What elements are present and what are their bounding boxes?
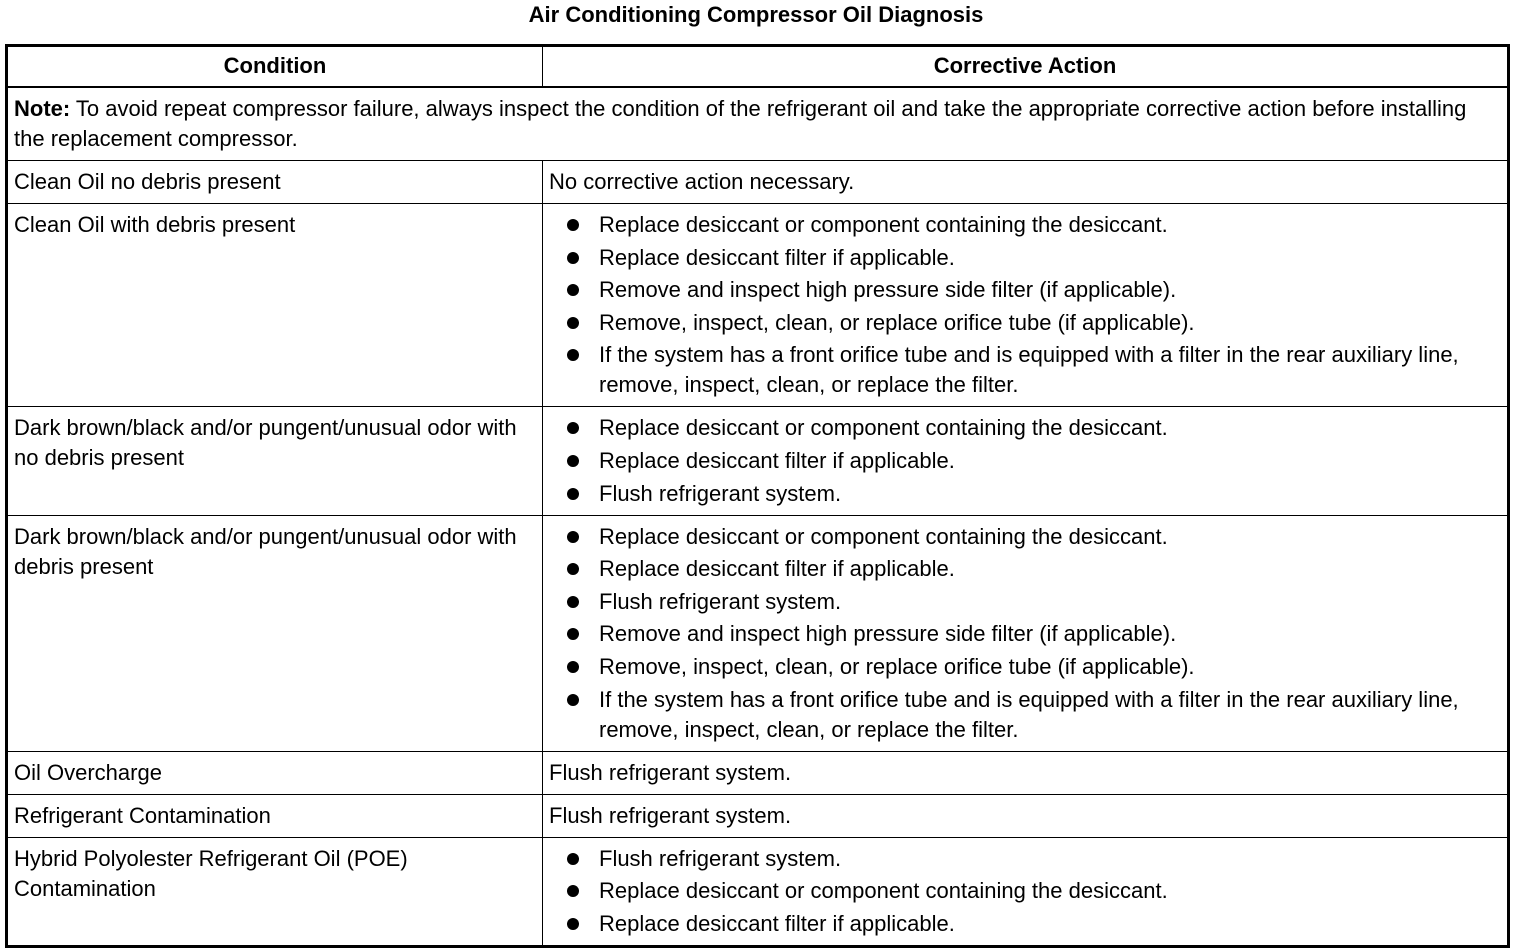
action-text: If the system has a front orifice tube and is equipped with a filter in the rear auxiliary line, remove, inspect, clean, or replace the filter.	[599, 342, 1459, 398]
list-item	[549, 210, 1501, 240]
action-cell: Flush refrigerant system.	[543, 794, 1509, 837]
action-text: Replace desiccant filter if applicable.	[599, 910, 955, 936]
action-list	[549, 522, 1501, 745]
action-text: Remove, inspect, clean, or replace orifice tube (if applicable).	[599, 653, 1195, 679]
list-item	[549, 340, 1501, 400]
note-cell	[7, 87, 1509, 161]
action-text: If the system has a front orifice tube and is equipped with a filter in the rear auxiliary line, remove, inspect, clean, or replace the filter.	[599, 686, 1459, 742]
action-text: Remove and inspect high pressure side filter (if applicable).	[599, 621, 1177, 647]
bullet-icon	[567, 694, 579, 706]
action-text: Replace desiccant or component containing the desiccant.	[599, 878, 1168, 904]
note-label: Note:	[14, 96, 71, 121]
action-cell	[543, 407, 1509, 515]
list-item	[549, 308, 1501, 338]
header-corrective-action: Corrective Action	[543, 46, 1509, 88]
action-text: Replace desiccant or component containing the desiccant.	[599, 212, 1168, 237]
header-row	[7, 46, 1509, 88]
action-text: Replace desiccant or component containing the desiccant.	[599, 415, 1168, 441]
table-row	[7, 407, 1509, 515]
action-cell: Flush refrigerant system.	[543, 751, 1509, 794]
condition-cell: Clean Oil with debris present	[7, 204, 543, 407]
bullet-icon	[567, 219, 579, 231]
action-list	[549, 210, 1501, 400]
list-item	[549, 275, 1501, 305]
action-text: Replace desiccant filter if applicable.	[599, 244, 955, 270]
bullet-icon	[567, 349, 579, 361]
action-text: Remove and inspect high pressure side filter (if applicable).	[599, 277, 1177, 303]
condition-cell: Dark brown/black and/or pungent/unusual odor with debris present	[7, 515, 543, 751]
action-text: Replace desiccant filter if applicable.	[599, 556, 955, 582]
list-item	[549, 844, 1501, 874]
list-item	[549, 446, 1501, 476]
bullet-icon	[567, 628, 579, 640]
list-item	[549, 479, 1501, 509]
condition-cell: Hybrid Polyolester Refrigerant Oil (POE) Contamination	[7, 837, 543, 946]
list-item	[549, 876, 1501, 906]
bullet-icon	[567, 596, 579, 608]
bullet-icon	[567, 918, 579, 930]
table-row	[7, 515, 1509, 751]
condition-cell: Clean Oil no debris present	[7, 161, 543, 204]
list-item	[549, 685, 1501, 745]
bullet-icon	[567, 455, 579, 467]
bullet-icon	[567, 853, 579, 865]
bullet-icon	[567, 531, 579, 543]
action-text: Replace desiccant or component containing the desiccant.	[599, 523, 1168, 549]
bullet-icon	[567, 563, 579, 575]
condition-cell: Oil Overcharge	[7, 751, 543, 794]
action-list	[549, 413, 1501, 508]
list-item	[549, 522, 1501, 552]
note-text: To avoid repeat compressor failure, always inspect the condition of the refrigerant oil and take the appropriate corrective action before installing the replacement compressor.	[14, 96, 1467, 151]
list-item	[549, 554, 1501, 584]
bullet-icon	[567, 252, 579, 264]
note-row	[7, 87, 1509, 161]
action-text: Remove, inspect, clean, or replace orifice tube (if applicable).	[599, 309, 1195, 335]
list-item	[549, 652, 1501, 682]
bullet-icon	[567, 661, 579, 673]
action-text: Flush refrigerant system.	[599, 845, 842, 871]
list-item	[549, 619, 1501, 649]
action-cell	[543, 204, 1509, 407]
action-text: Flush refrigerant system.	[599, 480, 842, 506]
table-row	[7, 794, 1509, 837]
bullet-icon	[567, 317, 579, 329]
action-list	[549, 844, 1501, 939]
action-cell	[543, 515, 1509, 751]
table-row	[7, 837, 1509, 946]
condition-cell: Dark brown/black and/or pungent/unusual odor with no debris present	[7, 407, 543, 515]
diagnosis-table	[5, 44, 1510, 948]
list-item	[549, 909, 1501, 939]
action-cell: No corrective action necessary.	[543, 161, 1509, 204]
action-cell	[543, 837, 1509, 946]
action-text: Flush refrigerant system.	[599, 588, 842, 614]
condition-cell: Refrigerant Contamination	[7, 794, 543, 837]
table-row	[7, 161, 1509, 204]
table-row	[7, 751, 1509, 794]
list-item	[549, 413, 1501, 443]
list-item	[549, 587, 1501, 617]
list-item	[549, 243, 1501, 273]
bullet-icon	[567, 422, 579, 434]
bullet-icon	[567, 284, 579, 296]
bullet-icon	[567, 488, 579, 500]
page-title: Air Conditioning Compressor Oil Diagnosis	[528, 2, 984, 27]
bullet-icon	[567, 885, 579, 897]
action-text: Replace desiccant filter if applicable.	[599, 447, 955, 473]
header-condition: Condition	[7, 46, 543, 88]
table-row	[7, 204, 1509, 407]
